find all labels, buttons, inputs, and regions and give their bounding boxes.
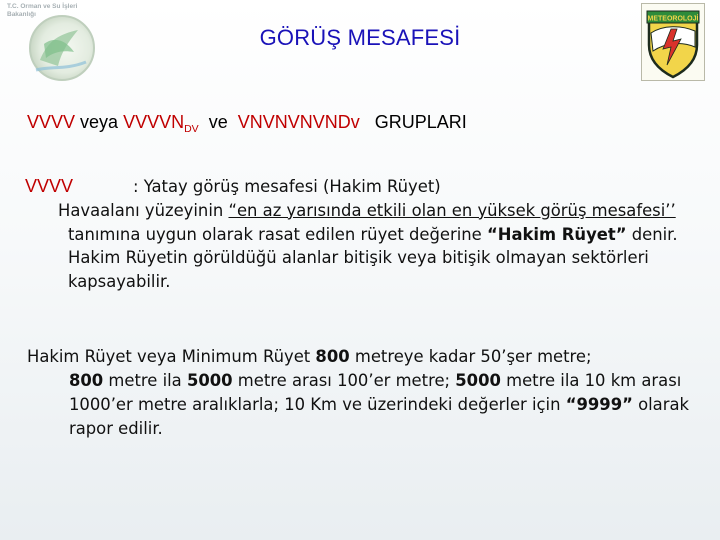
ministry-logo-text: T.C. Orman ve Su İşleri Bakanlığı	[7, 3, 78, 18]
connector-ve: ve	[198, 112, 238, 132]
definition-label: : Yatay görüş mesafesi (Hakim Rüyet)	[133, 177, 441, 196]
definition-underlined: “en az yarısında etkili olan en yüksek görüş mesafesi’’	[228, 200, 676, 220]
code-vvvvn: VVVVN	[123, 112, 185, 132]
rules-number-9999: “9999”	[565, 395, 633, 414]
rules-text-6: olarak rapor edilir.	[69, 395, 690, 438]
definition-heading	[25, 175, 705, 199]
code-vnvn: VNVNVNVNDv	[237, 112, 360, 132]
rules-text-1: Hakim Rüyet veya Minimum Rüyet	[27, 347, 316, 366]
definition-code: VVVV	[25, 176, 74, 196]
definition-bold-term: “Hakim Rüyet”	[486, 224, 627, 244]
rules-text-5: metre ila 10 km arası 1000’er metre aralıklarla; 10 Km ve üzerindeki değerler için	[69, 371, 682, 414]
connector-veya: veya	[75, 112, 124, 132]
rules-number-800a: 800	[315, 347, 350, 366]
definition-paragraph	[25, 175, 705, 294]
rules-number-800b: 800	[69, 371, 104, 390]
code-vvvv: VVVV	[27, 112, 76, 132]
rules-text-4: metre arası 100’er metre;	[232, 371, 456, 390]
page-title: GÖRÜŞ MESAFESİ	[259, 25, 461, 50]
rules-number-5000a: 5000	[186, 371, 233, 390]
rules-text-2: metreye kadar 50’şer metre;	[349, 347, 592, 366]
groups-word: GRUPLARI	[359, 112, 467, 132]
meteorology-logo-text: METEOROLOJİ	[647, 15, 699, 23]
rules-continuation	[27, 369, 707, 441]
definition-text-2: tanımına uygun olarak rasat edilen rüyet değerine	[68, 224, 487, 244]
rules-number-5000b: 5000	[455, 371, 501, 390]
group-codes-line	[27, 112, 467, 135]
rules-text-3: metre ila	[103, 371, 187, 390]
definition-text-1: Havaalanı yüzeyinin	[58, 200, 229, 220]
reporting-rules-paragraph	[27, 345, 707, 441]
code-dv-subscript: DV	[184, 123, 199, 135]
definition-body	[25, 199, 705, 294]
definition-text-3: denir. Hakim Rüyetin görüldüğü alanlar bitişik veya bitişik olmayan sektörleri kapsayabilir.	[68, 224, 678, 292]
